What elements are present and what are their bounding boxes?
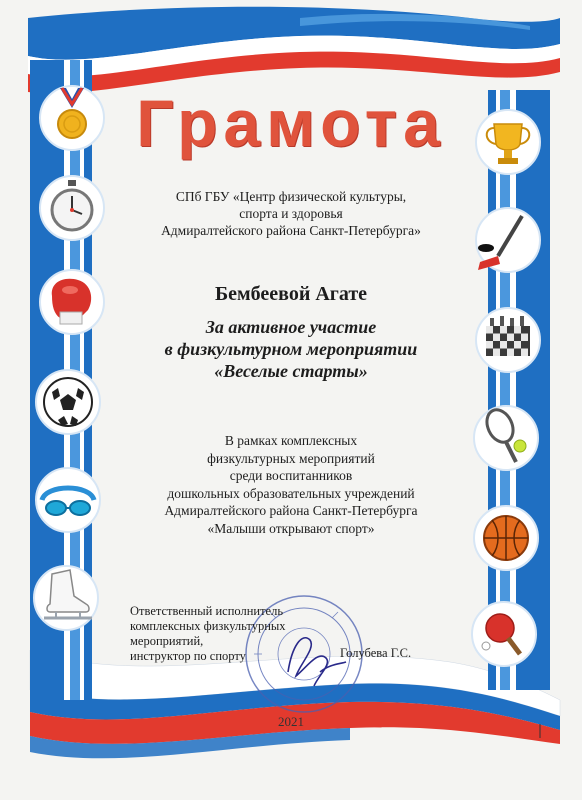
event-context-block [0, 432, 582, 537]
bottom-flag-waves [30, 650, 560, 758]
signer-line: инструктор по спорту [130, 649, 246, 663]
award-line: За активное участие [205, 317, 377, 337]
award-line: «Веселые старты» [214, 361, 368, 381]
context-line: физкультурных мероприятий [207, 450, 375, 466]
certificate-year: 2021 [278, 714, 304, 729]
signer-line: Ответственный исполнитель [130, 604, 284, 618]
signer-line: мероприятий, [130, 634, 204, 648]
recipient-name: Бембеевой Агате [214, 283, 368, 305]
ping-pong-icon [472, 602, 536, 666]
certificate-title: Грамота [136, 86, 446, 160]
organization-block [0, 188, 582, 239]
organization-line: СПб ГБУ «Центр физической культуры, [175, 189, 407, 204]
ice-skate-icon [34, 566, 98, 630]
context-line: среди воспитанников [229, 468, 353, 483]
signer-name: Голубева Г.С. [340, 646, 412, 660]
top-flag-waves [28, 7, 560, 94]
signer-line: комплексных физкультурных [130, 619, 286, 633]
award-block [0, 316, 582, 382]
award-line: в физкультурном мероприятии [164, 339, 418, 359]
organization-line: Адмиралтейского района Санкт-Петербурга» [161, 223, 421, 238]
right-border-stripes [488, 90, 550, 690]
context-line: «Малыши открывают спорт» [207, 520, 375, 536]
signer-block [130, 604, 360, 664]
context-line: В рамках комплексных [224, 433, 358, 448]
context-line: дошкольных образовательных учреждений [167, 485, 415, 501]
context-line: Адмиралтейского района Санкт-Петербурга [164, 503, 418, 518]
organization-line: спорта и здоровья [239, 206, 343, 221]
